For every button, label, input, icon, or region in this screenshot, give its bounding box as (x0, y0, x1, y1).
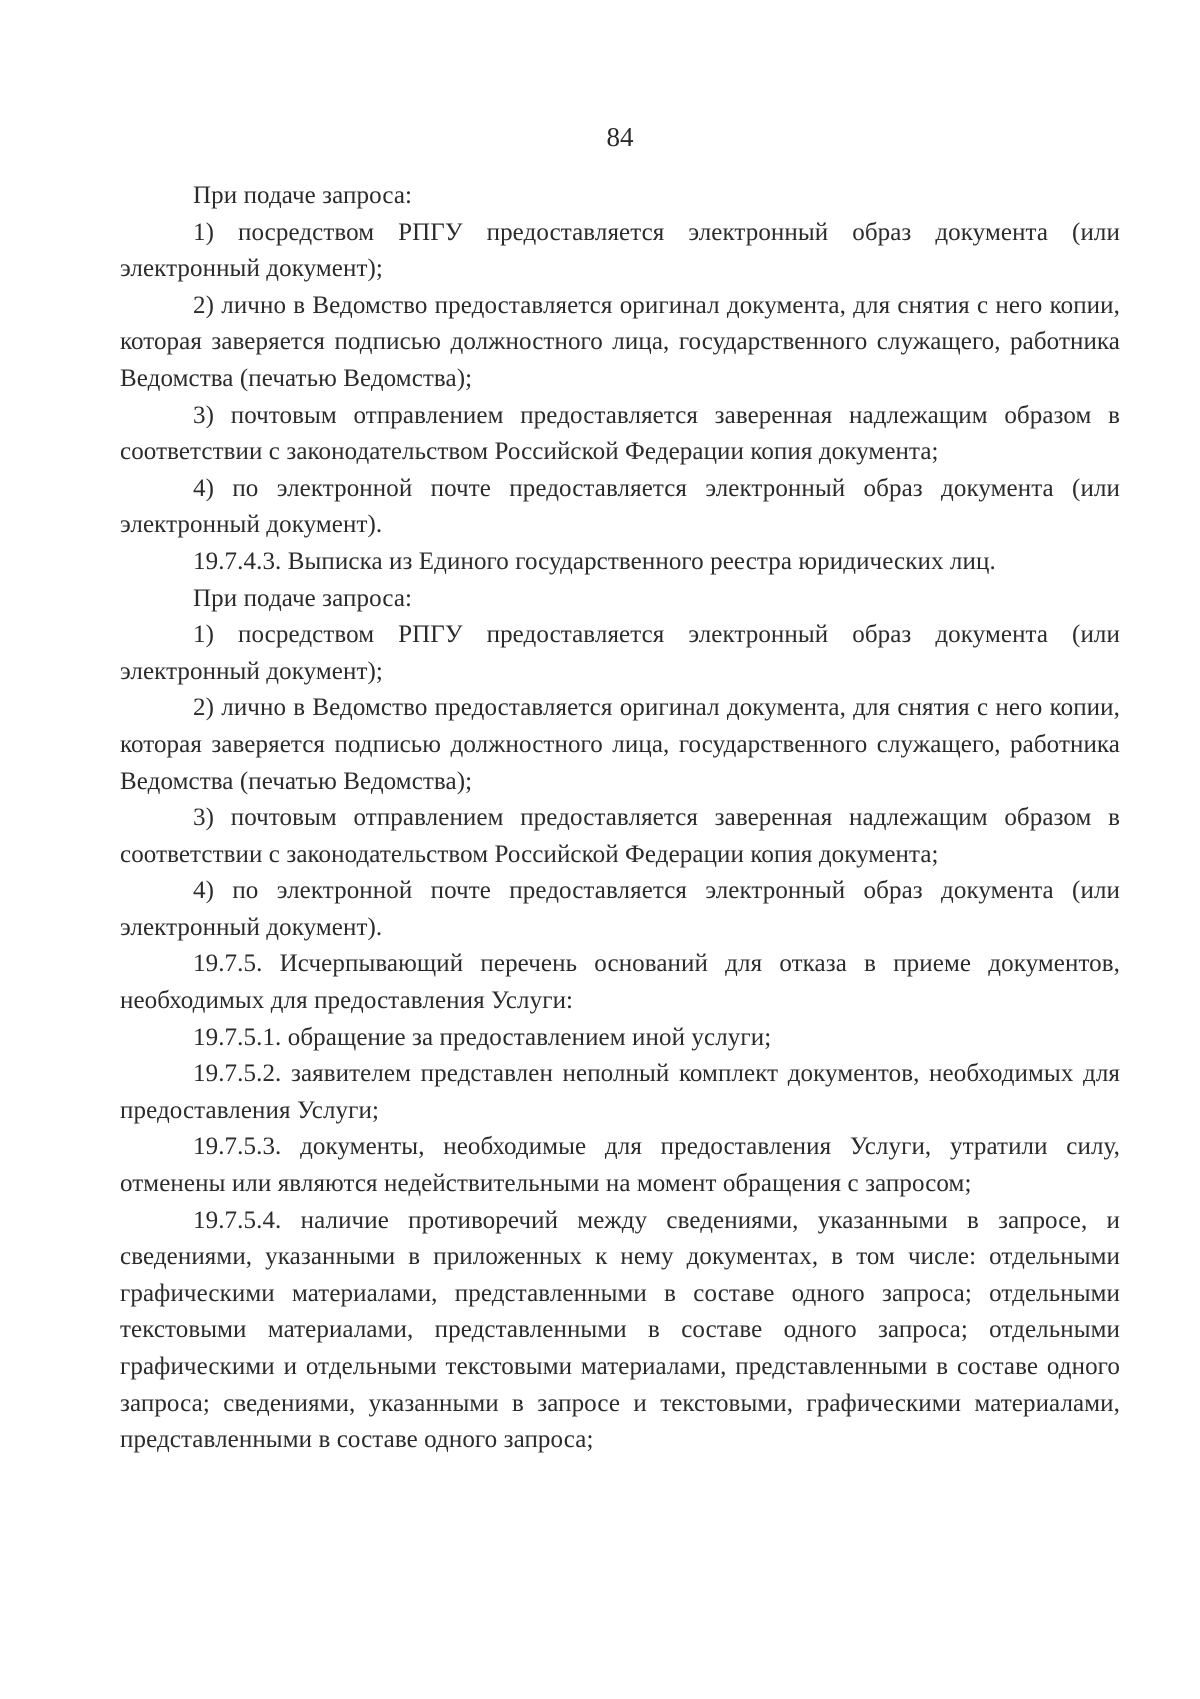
page-number: 84 (606, 122, 634, 152)
paragraph: 19.7.5. Исчерпывающий перечень оснований для отказа в приеме документов, необходимых для предоставления Услуги: (120, 950, 1120, 1015)
paragraph: 4) по электронной почте предоставляется электронный образ документа (или электронный документ). (120, 877, 1120, 941)
document-body (120, 178, 1120, 1459)
paragraph: При подаче запроса: (193, 584, 413, 612)
paragraph: 19.7.5.4. наличие противоречий между сведениями, указанными в запросе, и сведениями, указанными в приложенных к нему документах, в том числе: отдельными графическими материалами, представленными в составе одного запроса; отдельными текстовыми материалами, представленными в составе одного запроса; отдельными графическими и отдельными текстовыми материалами, представленными в составе одного запроса; сведениями, указанными в запросе и текстовыми, графическими материалами, представленными в составе одного запроса; (120, 1206, 1120, 1454)
paragraph: 19.7.5.3. документы, необходимые для предоставления Услуги, утратили силу, отменены или являются недействительными на момент обращения с запросом; (120, 1133, 1120, 1198)
paragraph: 19.7.5.2. заявителем представлен неполный комплект документов, необходимых для предоставления Услуги; (120, 1060, 1120, 1124)
paragraph: 2) лично в Ведомство предоставляется оригинал документа, для снятия с него копии, которая заверяется подписью должностного лица, государственного служащего, работника Ведомства (печатью Ведомства); (120, 694, 1120, 795)
paragraph: 19.7.5.1. обращение за предоставлением иной услуги; (193, 1023, 772, 1051)
paragraph: 3) почтовым отправлением предоставляется заверенная надлежащим образом в соответствии с законодательством Российской Федерации копия документа; (120, 804, 1120, 868)
paragraph: 4) по электронной почте предоставляется электронный образ документа (или электронный документ). (120, 474, 1120, 539)
paragraph: При подаче запроса: (193, 182, 413, 209)
paragraph: 3) почтовым отправлением предоставляется заверенная надлежащим образом в соответствии с законодательством Российской Федерации копия документа; (120, 401, 1120, 466)
paragraph: 1) посредством РПГУ предоставляется электронный образ документа (или электронный документ); (120, 621, 1120, 685)
paragraph: 1) посредством РПГУ предоставляется электронный образ документа (или электронный документ); (120, 218, 1120, 283)
paragraph: 2) лично в Ведомство предоставляется оригинал документа, для снятия с него копии, которая заверяется подписью должностного лица, государственного служащего, работника Ведомства (печатью Ведомства); (120, 291, 1120, 392)
paragraph: 19.7.4.3. Выписка из Единого государственного реестра юридических лиц. (193, 547, 996, 575)
